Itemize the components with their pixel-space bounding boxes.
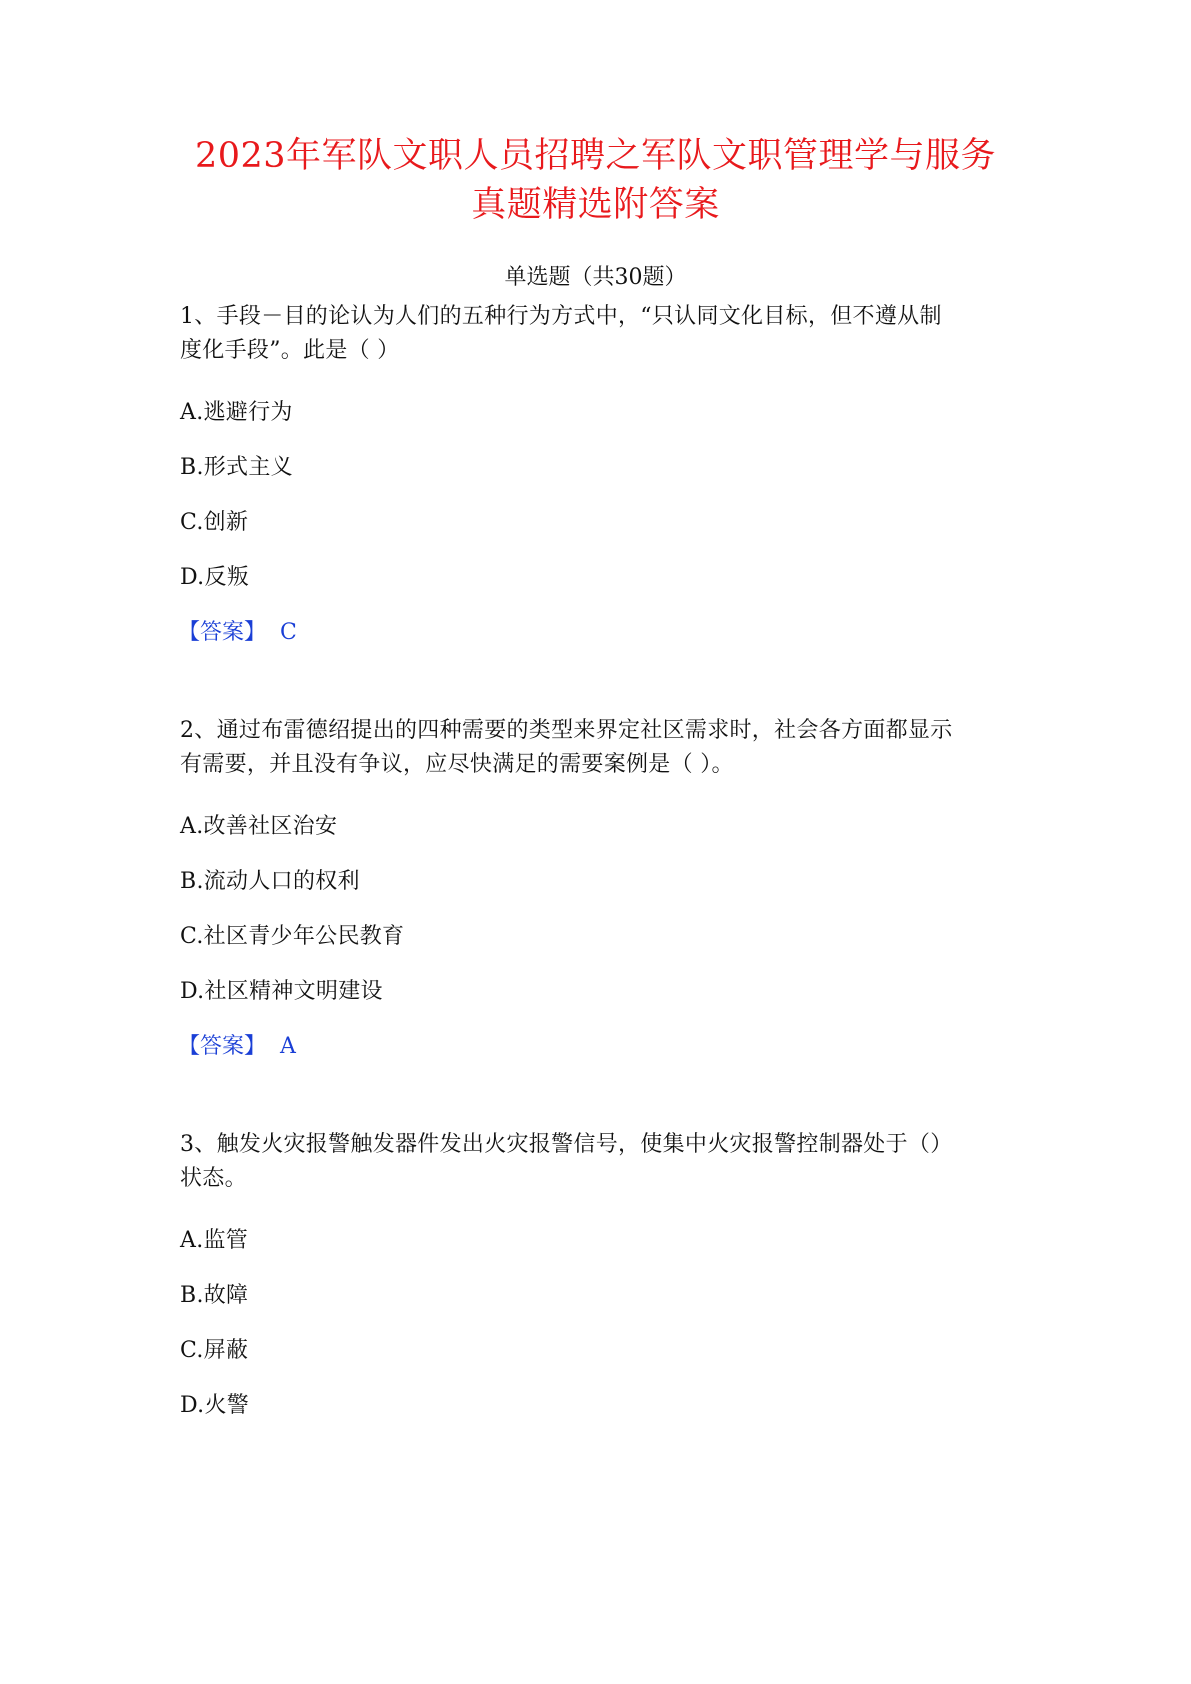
answer-label: 【答案】	[178, 620, 267, 645]
answer-label: 【答案】	[178, 1034, 267, 1059]
document-title-line-2: 真题精选附答案	[471, 185, 720, 225]
answer-value: C	[280, 620, 297, 645]
section-heading: 单选题（共30题）	[504, 265, 687, 290]
question-1-option-d: D.反叛	[180, 565, 250, 590]
question-2-option-b: B.流动人口的权利	[180, 869, 360, 894]
question-3-text-line-1: 3、触发火灾报警触发器件发出火灾报警信号，使集中火灾报警控制器处于（）	[180, 1132, 953, 1157]
question-3-option-d: D.火警	[180, 1393, 250, 1418]
question-1-option-c: C.创新	[180, 510, 249, 535]
question-2-text-line-2: 有需要，并且没有争议，应尽快满足的需要案例是（ ）。	[180, 752, 734, 777]
question-2-option-a: A.改善社区治安	[180, 814, 338, 839]
question-1	[180, 300, 1020, 368]
question-2-option-d: D.社区精神文明建设	[180, 979, 383, 1004]
question-2	[180, 714, 1020, 782]
answer-value: A	[280, 1034, 296, 1059]
question-1-text-line-2: 度化手段”。此是（ ）	[180, 338, 400, 363]
question-3-option-a: A.监管	[180, 1228, 249, 1253]
question-1-answer	[178, 618, 297, 648]
question-1-option-a: A.逃避行为	[180, 400, 293, 425]
document-title-line-1: 2023年军队文职人员招聘之军队文职管理学与服务	[194, 136, 997, 176]
question-3-option-b: B.故障	[180, 1283, 249, 1308]
question-3-text-line-2: 状态。	[180, 1166, 247, 1191]
question-2-option-c: C.社区青少年公民教育	[180, 924, 405, 949]
question-2-answer	[178, 1032, 296, 1062]
question-2-text-line-1: 2、通过布雷德绍提出的四种需要的类型来界定社区需求时，社会各方面都显示	[180, 718, 953, 743]
question-3-option-c: C.屏蔽	[180, 1338, 249, 1363]
question-1-text-line-1: 1、手段－目的论认为人们的五种行为方式中，“只认同文化目标，但不遵从制	[180, 304, 942, 329]
question-1-option-b: B.形式主义	[180, 455, 293, 480]
question-3	[180, 1128, 1020, 1196]
